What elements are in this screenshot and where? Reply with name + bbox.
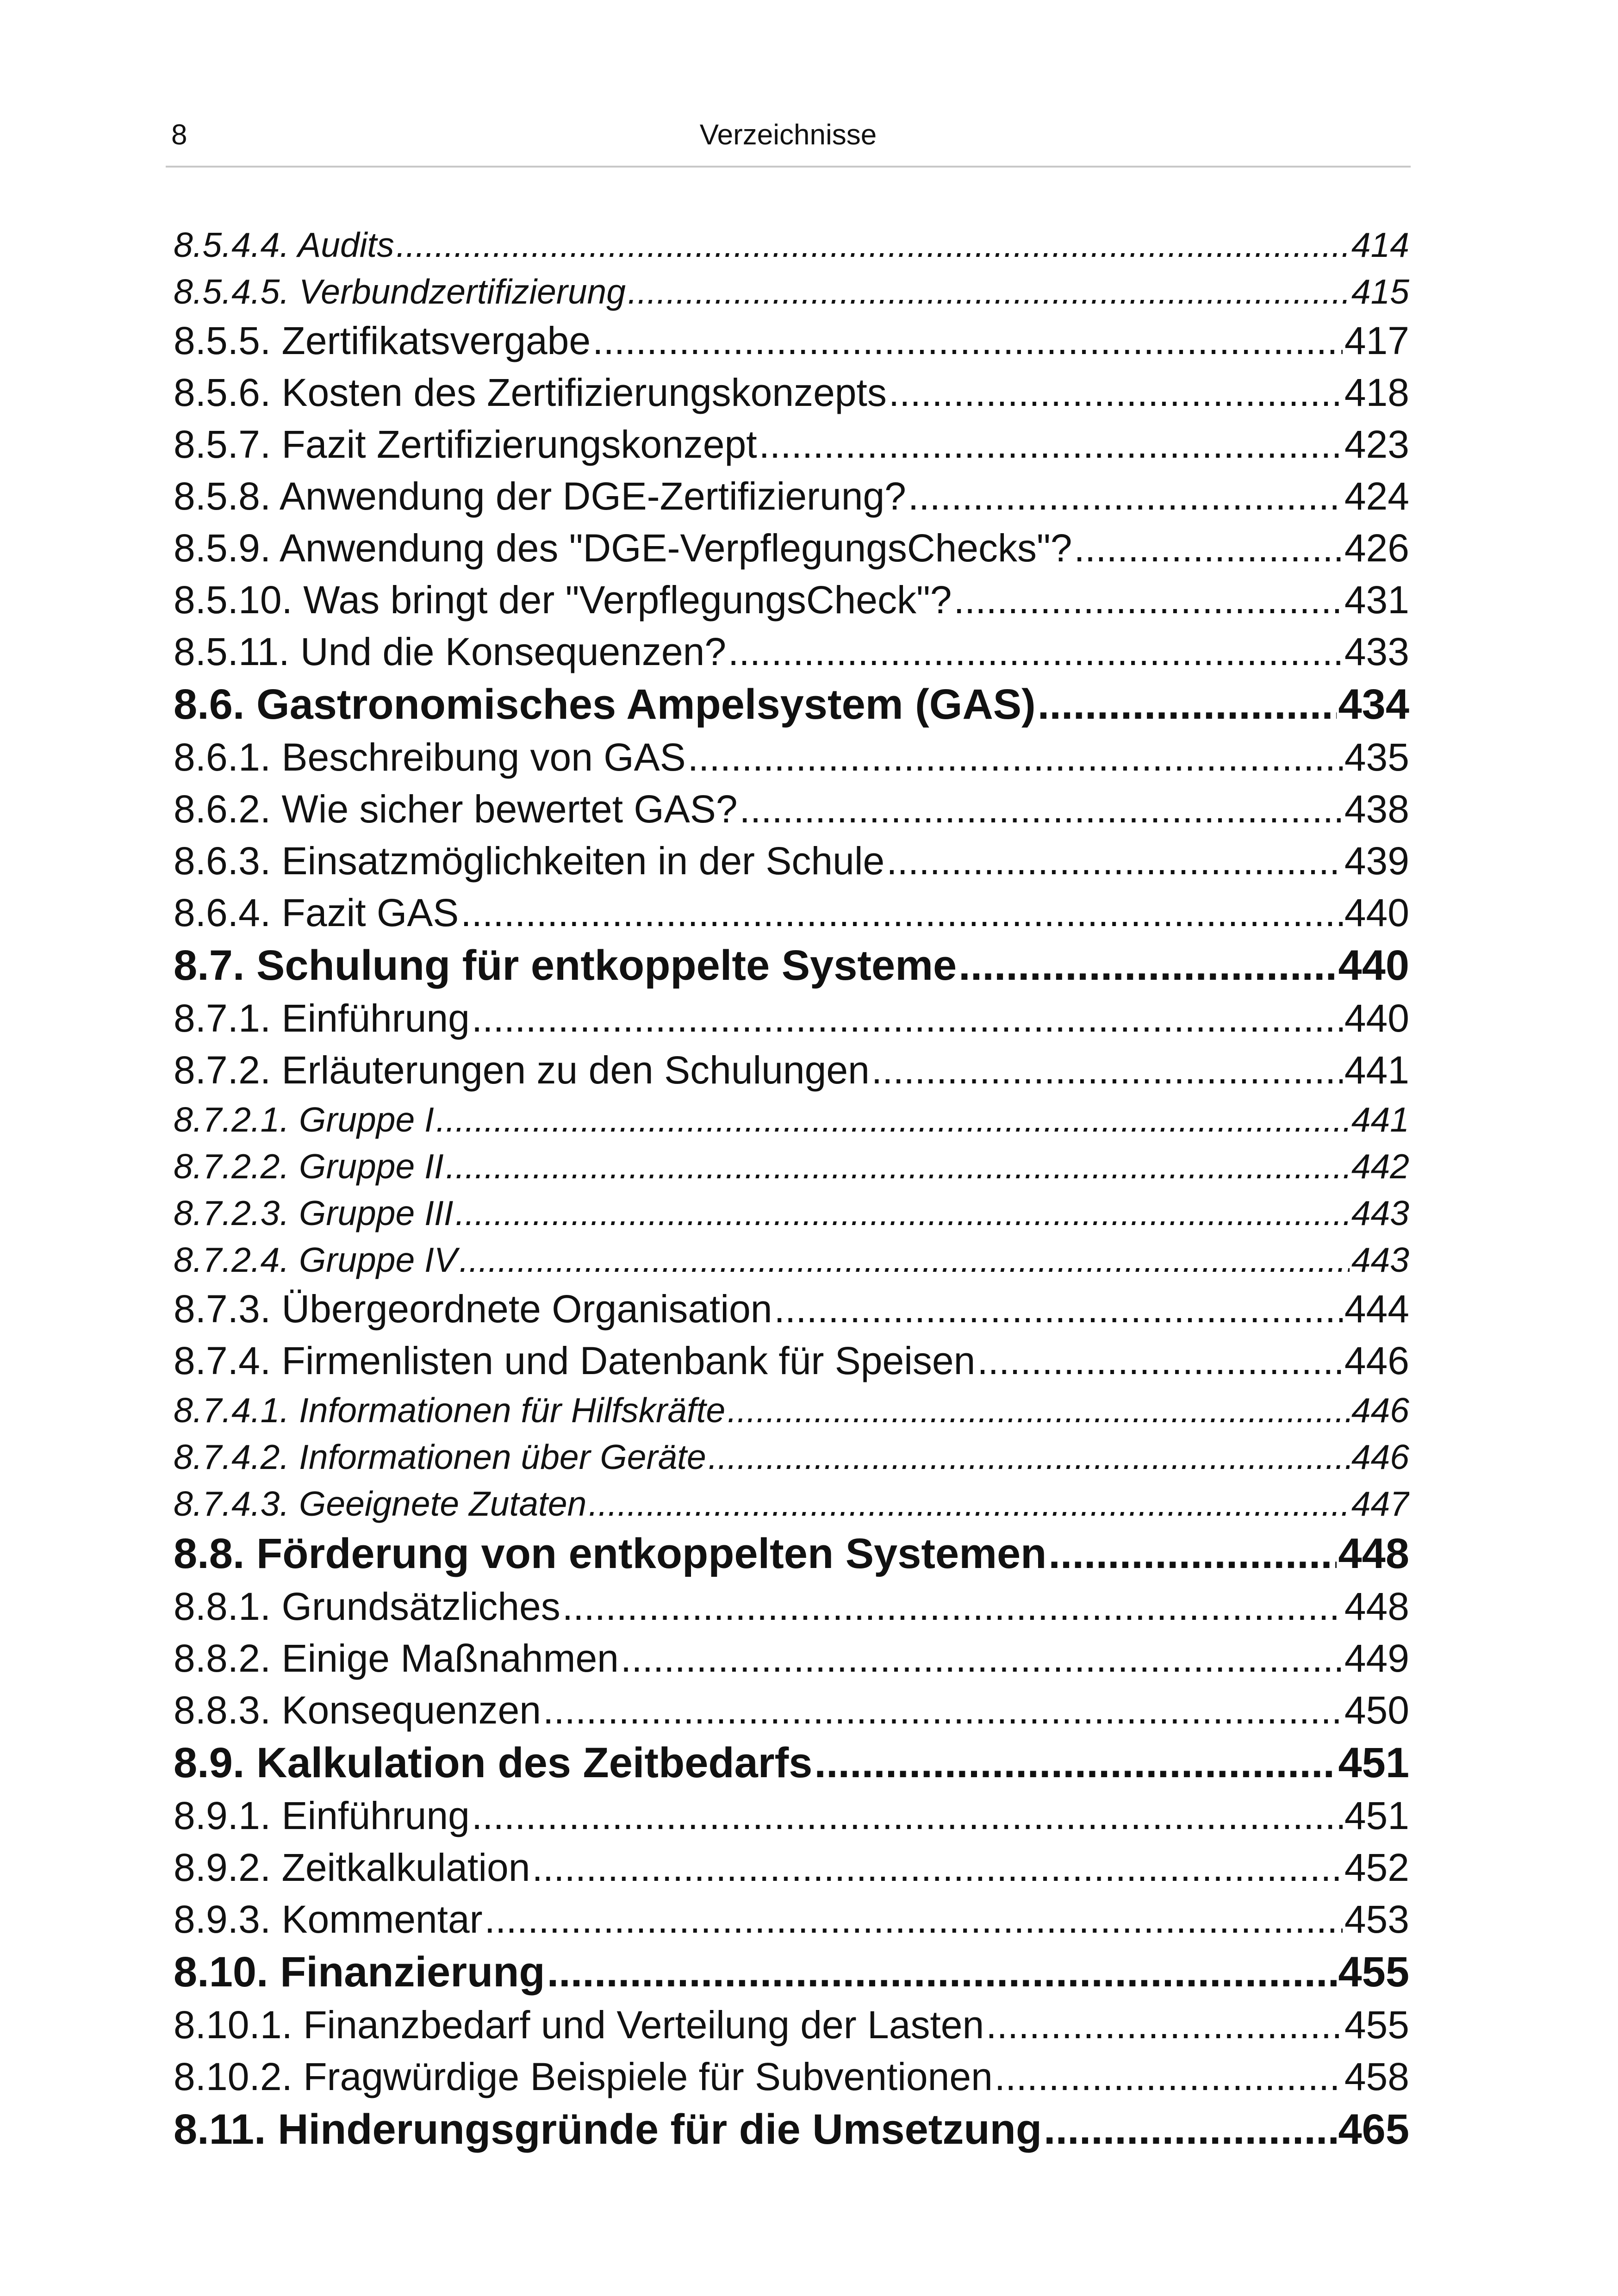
toc-entry[interactable] <box>174 1893 1409 1945</box>
toc-entry[interactable] <box>174 1999 1409 2051</box>
toc-dot-leader <box>485 1897 1343 1942</box>
toc-page-number: 414 <box>1351 225 1409 264</box>
toc-dot-leader <box>446 1146 1350 1186</box>
toc-dot-leader <box>1044 2105 1336 2154</box>
toc-page-number: 423 <box>1344 422 1409 466</box>
toc-page-number: 446 <box>1351 1390 1409 1430</box>
toc-dot-leader <box>472 996 1343 1041</box>
running-title: Verzeichnisse <box>699 119 877 151</box>
toc-entry-title: 8.5.9. Anwendung des "DGE-VerpflegungsChecks"? <box>174 526 1072 570</box>
toc-entry-title: 8.7.4.2. Informationen über Geräte <box>174 1437 706 1476</box>
toc-subentry[interactable] <box>174 221 1409 268</box>
toc-page-number: 455 <box>1344 2003 1409 2047</box>
toc-page-number: 452 <box>1344 1845 1409 1889</box>
toc-dot-leader <box>995 2054 1343 2099</box>
toc-entry[interactable] <box>174 887 1409 939</box>
toc-entry-title: 8.6. Gastronomisches Ampelsystem (GAS) <box>174 680 1036 728</box>
toc-subentry[interactable] <box>174 1096 1409 1143</box>
toc-dot-leader <box>908 474 1343 519</box>
toc-entry[interactable] <box>174 1684 1409 1736</box>
toc-page-number: 438 <box>1344 787 1409 831</box>
toc-entry[interactable] <box>174 522 1409 574</box>
toc-page-number: 458 <box>1344 2054 1409 2098</box>
toc-page-number: 455 <box>1338 1948 1409 1996</box>
toc-entry-title: 8.8. Förderung von entkoppelten Systemen <box>174 1530 1047 1577</box>
toc-entry-title: 8.6.3. Einsatzmöglichkeiten in der Schule <box>174 839 885 883</box>
toc-dot-leader <box>728 629 1343 674</box>
toc-entry[interactable] <box>174 1580 1409 1632</box>
toc-dot-leader <box>592 318 1343 363</box>
toc-page-number: 448 <box>1338 1530 1409 1577</box>
toc-subentry[interactable] <box>174 1387 1409 1433</box>
toc-page-number: 451 <box>1338 1739 1409 1786</box>
toc-page-number: 450 <box>1344 1688 1409 1732</box>
toc-page-number: 453 <box>1344 1897 1409 1941</box>
toc-subentry[interactable] <box>174 268 1409 315</box>
toc-subentry[interactable] <box>174 1143 1409 1189</box>
toc-entry-title: 8.7.2.1. Gruppe I <box>174 1100 434 1139</box>
toc-section-entry[interactable] <box>174 1527 1409 1580</box>
toc-entry[interactable] <box>174 418 1409 470</box>
toc-dot-leader <box>1038 680 1337 729</box>
toc-dot-leader <box>688 735 1343 780</box>
toc-page-number: 441 <box>1344 1048 1409 1092</box>
toc-dot-leader <box>727 1390 1350 1430</box>
table-of-contents <box>174 221 1409 2156</box>
toc-entry[interactable] <box>174 470 1409 522</box>
toc-entry-title: 8.8.1. Grundsätzliches <box>174 1584 560 1628</box>
page-header <box>166 116 1411 168</box>
toc-dot-leader <box>543 1688 1343 1733</box>
toc-entry[interactable] <box>174 1283 1409 1335</box>
page-number: 8 <box>171 119 187 151</box>
toc-dot-leader <box>958 941 1336 990</box>
toc-entry-title: 8.5.10. Was bringt der "VerpflegungsCheck"? <box>174 578 952 622</box>
toc-page-number: 434 <box>1338 680 1409 728</box>
toc-page-number: 440 <box>1344 996 1409 1040</box>
toc-dot-leader <box>953 578 1342 622</box>
toc-dot-leader <box>708 1437 1350 1477</box>
toc-dot-leader <box>814 1739 1336 1787</box>
toc-page-number: 417 <box>1344 318 1409 362</box>
toc-entry[interactable] <box>174 574 1409 626</box>
toc-page-number: 446 <box>1344 1338 1409 1382</box>
toc-subentry[interactable] <box>174 1480 1409 1527</box>
toc-entry-title: 8.7.2.2. Gruppe II <box>174 1146 444 1186</box>
toc-subentry[interactable] <box>174 1236 1409 1283</box>
toc-entry[interactable] <box>174 1842 1409 1893</box>
toc-page-number: 446 <box>1351 1437 1409 1476</box>
toc-subentry[interactable] <box>174 1189 1409 1236</box>
toc-dot-leader <box>588 1484 1350 1524</box>
toc-entry[interactable] <box>174 315 1409 367</box>
toc-entry-title: 8.6.1. Beschreibung von GAS <box>174 735 686 779</box>
toc-entry-title: 8.9. Kalkulation des Zeitbedarfs <box>174 1739 813 1786</box>
toc-entry[interactable] <box>174 1335 1409 1387</box>
toc-dot-leader <box>774 1287 1343 1332</box>
toc-page-number: 447 <box>1351 1484 1409 1523</box>
toc-page-number: 443 <box>1351 1240 1409 1279</box>
toc-entry-title: 8.7.4. Firmenlisten und Datenbank für Speisen <box>174 1338 976 1382</box>
toc-dot-leader <box>986 2003 1343 2047</box>
toc-page-number: 418 <box>1344 370 1409 414</box>
toc-page-number: 440 <box>1344 890 1409 934</box>
toc-entry-title: 8.5.4.4. Audits <box>174 225 394 264</box>
toc-dot-leader <box>461 890 1343 935</box>
toc-page-number: 440 <box>1338 941 1409 989</box>
toc-entry-title: 8.10.1. Finanzbedarf und Verteilung der Lasten <box>174 2003 984 2047</box>
toc-entry[interactable] <box>174 367 1409 418</box>
toc-entry-title: 8.7. Schulung für entkoppelte Systeme <box>174 941 957 989</box>
toc-dot-leader <box>1048 1530 1336 1578</box>
toc-entry-title: 8.5.8. Anwendung der DGE-Zertifizierung? <box>174 474 906 518</box>
toc-dot-leader <box>889 370 1343 415</box>
toc-dot-leader <box>759 422 1343 467</box>
toc-entry-title: 8.9.3. Kommentar <box>174 1897 483 1941</box>
toc-page-number: 449 <box>1344 1636 1409 1680</box>
toc-entry-title: 8.6.4. Fazit GAS <box>174 890 459 934</box>
toc-entry-title: 8.5.5. Zertifikatsvergabe <box>174 318 591 362</box>
toc-entry-title: 8.7.1. Einführung <box>174 996 470 1040</box>
toc-entry-title: 8.7.3. Übergeordnete Organisation <box>174 1287 772 1331</box>
toc-page-number: 442 <box>1351 1146 1409 1186</box>
toc-entry-title: 8.10. Finanzierung <box>174 1948 545 1996</box>
toc-entry[interactable] <box>174 1632 1409 1684</box>
toc-dot-leader <box>886 839 1343 884</box>
toc-entry-title: 8.8.3. Konsequenzen <box>174 1688 541 1732</box>
toc-subentry[interactable] <box>174 1433 1409 1480</box>
toc-section-entry[interactable] <box>174 1736 1409 1790</box>
toc-page-number: 424 <box>1344 474 1409 518</box>
toc-entry-title: 8.5.6. Kosten des Zertifizierungskonzepts <box>174 370 887 414</box>
toc-page-number: 433 <box>1344 629 1409 673</box>
toc-dot-leader <box>977 1338 1343 1383</box>
toc-dot-leader <box>740 787 1343 832</box>
toc-entry-title: 8.8.2. Einige Maßnahmen <box>174 1636 619 1680</box>
toc-entry[interactable] <box>174 1790 1409 1842</box>
toc-page-number: 426 <box>1344 526 1409 570</box>
toc-page-number: 431 <box>1344 578 1409 622</box>
toc-entry-title: 8.7.2.4. Gruppe IV <box>174 1240 457 1279</box>
toc-entry-title: 8.7.4.1. Informationen für Hilfskräfte <box>174 1390 726 1430</box>
toc-entry[interactable] <box>174 835 1409 887</box>
toc-page-number: 451 <box>1344 1793 1409 1837</box>
toc-page-number: 443 <box>1351 1193 1409 1232</box>
toc-dot-leader <box>1074 526 1343 571</box>
toc-entry[interactable] <box>174 992 1409 1044</box>
toc-section-entry[interactable] <box>174 939 1409 992</box>
toc-page-number: 444 <box>1344 1287 1409 1331</box>
toc-page-number: 465 <box>1338 2105 1409 2153</box>
toc-dot-leader <box>455 1193 1350 1233</box>
toc-entry-title: 8.7.2. Erläuterungen zu den Schulungen <box>174 1048 870 1092</box>
toc-entry[interactable] <box>174 783 1409 835</box>
toc-page-number: 439 <box>1344 839 1409 883</box>
toc-dot-leader <box>562 1584 1343 1629</box>
toc-entry-title: 8.11. Hinderungsgründe für die Umsetzung <box>174 2105 1042 2153</box>
toc-entry-title: 8.7.4.3. Geeignete Zutaten <box>174 1484 587 1523</box>
toc-page-number: 448 <box>1344 1584 1409 1628</box>
toc-section-entry[interactable] <box>174 1945 1409 1999</box>
toc-entry-title: 8.10.2. Fragwürdige Beispiele für Subventionen <box>174 2054 993 2098</box>
toc-dot-leader <box>532 1845 1342 1890</box>
toc-page-number: 441 <box>1351 1100 1409 1139</box>
toc-entry[interactable] <box>174 2051 1409 2103</box>
toc-entry-title: 8.5.7. Fazit Zertifizierungskonzept <box>174 422 757 466</box>
toc-entry[interactable] <box>174 731 1409 783</box>
toc-entry[interactable] <box>174 1044 1409 1096</box>
toc-dot-leader <box>628 272 1350 311</box>
toc-entry-title: 8.9.1. Einführung <box>174 1793 470 1837</box>
toc-section-entry[interactable] <box>174 2103 1409 2156</box>
toc-page-number: 435 <box>1344 735 1409 779</box>
toc-entry-title: 8.5.4.5. Verbundzertifizierung <box>174 272 626 311</box>
toc-dot-leader <box>621 1636 1343 1681</box>
toc-entry[interactable] <box>174 626 1409 678</box>
toc-dot-leader <box>472 1793 1343 1838</box>
toc-page-number: 415 <box>1351 272 1409 311</box>
toc-dot-leader <box>436 1100 1350 1139</box>
toc-dot-leader <box>547 1948 1337 1997</box>
toc-section-entry[interactable] <box>174 678 1409 731</box>
toc-dot-leader <box>871 1048 1343 1093</box>
toc-dot-leader <box>396 225 1350 265</box>
toc-entry-title: 8.5.11. Und die Konsequenzen? <box>174 629 727 673</box>
toc-entry-title: 8.9.2. Zeitkalkulation <box>174 1845 530 1889</box>
toc-entry-title: 8.7.2.3. Gruppe III <box>174 1193 454 1232</box>
toc-dot-leader <box>459 1240 1350 1280</box>
toc-entry-title: 8.6.2. Wie sicher bewertet GAS? <box>174 787 738 831</box>
